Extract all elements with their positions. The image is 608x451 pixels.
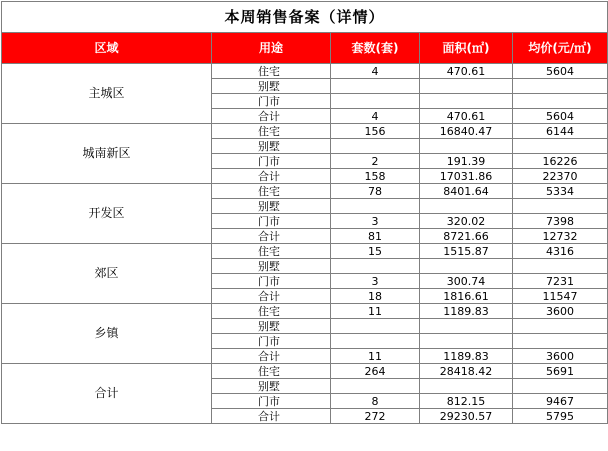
avg-price-cell: 5604: [513, 64, 608, 79]
region-cell: 乡镇: [2, 304, 212, 364]
table-row: [2, 364, 608, 379]
units-cell: [331, 319, 420, 334]
table-row: [2, 244, 608, 259]
use-cell: 合计: [212, 409, 331, 424]
table-row: [2, 124, 608, 139]
area-cell: 28418.42: [420, 364, 513, 379]
avg-price-cell: [513, 139, 608, 154]
use-cell: 别墅: [212, 259, 331, 274]
units-cell: 272: [331, 409, 420, 424]
header-row: [2, 33, 608, 64]
sales-record-table: [1, 1, 608, 424]
area-cell: 29230.57: [420, 409, 513, 424]
units-cell: 3: [331, 274, 420, 289]
table-title: 本周销售备案（详情）: [2, 2, 608, 33]
avg-price-cell: [513, 259, 608, 274]
avg-price-cell: [513, 79, 608, 94]
units-cell: 158: [331, 169, 420, 184]
region-cell: 主城区: [2, 64, 212, 124]
area-cell: 1189.83: [420, 304, 513, 319]
header-region: 区域: [2, 33, 212, 64]
use-cell: 别墅: [212, 79, 331, 94]
region-cell: 城南新区: [2, 124, 212, 184]
area-cell: [420, 199, 513, 214]
units-cell: [331, 334, 420, 349]
area-cell: [420, 379, 513, 394]
area-cell: 1189.83: [420, 349, 513, 364]
units-cell: 264: [331, 364, 420, 379]
table-row: [2, 184, 608, 199]
area-cell: 470.61: [420, 109, 513, 124]
region-cell: 合计: [2, 364, 212, 424]
avg-price-cell: 7231: [513, 274, 608, 289]
use-cell: 别墅: [212, 379, 331, 394]
use-cell: 合计: [212, 289, 331, 304]
area-cell: 470.61: [420, 64, 513, 79]
use-cell: 门市: [212, 154, 331, 169]
header-avg-price: 均价(元/㎡): [513, 33, 608, 64]
header-units: 套数(套): [331, 33, 420, 64]
avg-price-cell: 3600: [513, 349, 608, 364]
use-cell: 门市: [212, 94, 331, 109]
avg-price-cell: 12732: [513, 229, 608, 244]
units-cell: 4: [331, 109, 420, 124]
area-cell: [420, 139, 513, 154]
units-cell: 3: [331, 214, 420, 229]
avg-price-cell: [513, 319, 608, 334]
area-cell: [420, 334, 513, 349]
units-cell: 156: [331, 124, 420, 139]
area-cell: [420, 319, 513, 334]
units-cell: [331, 259, 420, 274]
units-cell: 2: [331, 154, 420, 169]
use-cell: 住宅: [212, 124, 331, 139]
area-cell: 300.74: [420, 274, 513, 289]
use-cell: 合计: [212, 169, 331, 184]
avg-price-cell: 7398: [513, 214, 608, 229]
table-row: [2, 64, 608, 79]
units-cell: [331, 139, 420, 154]
area-cell: 8401.64: [420, 184, 513, 199]
table-row: [2, 304, 608, 319]
avg-price-cell: 5604: [513, 109, 608, 124]
area-cell: 17031.86: [420, 169, 513, 184]
area-cell: 1816.61: [420, 289, 513, 304]
use-cell: 别墅: [212, 199, 331, 214]
use-cell: 门市: [212, 214, 331, 229]
units-cell: [331, 79, 420, 94]
avg-price-cell: 6144: [513, 124, 608, 139]
avg-price-cell: 5334: [513, 184, 608, 199]
use-cell: 门市: [212, 274, 331, 289]
use-cell: 门市: [212, 334, 331, 349]
header-area: 面积(㎡): [420, 33, 513, 64]
units-cell: 11: [331, 349, 420, 364]
area-cell: 16840.47: [420, 124, 513, 139]
units-cell: 18: [331, 289, 420, 304]
use-cell: 合计: [212, 349, 331, 364]
area-cell: [420, 94, 513, 109]
avg-price-cell: 3600: [513, 304, 608, 319]
region-cell: 开发区: [2, 184, 212, 244]
area-cell: 320.02: [420, 214, 513, 229]
area-cell: 1515.87: [420, 244, 513, 259]
title-row: [2, 2, 608, 33]
avg-price-cell: 22370: [513, 169, 608, 184]
header-use: 用途: [212, 33, 331, 64]
units-cell: 11: [331, 304, 420, 319]
avg-price-cell: [513, 334, 608, 349]
use-cell: 合计: [212, 229, 331, 244]
avg-price-cell: [513, 199, 608, 214]
units-cell: [331, 379, 420, 394]
use-cell: 住宅: [212, 244, 331, 259]
avg-price-cell: 5691: [513, 364, 608, 379]
use-cell: 住宅: [212, 184, 331, 199]
use-cell: 别墅: [212, 319, 331, 334]
area-cell: 812.15: [420, 394, 513, 409]
units-cell: 81: [331, 229, 420, 244]
units-cell: 8: [331, 394, 420, 409]
avg-price-cell: 11547: [513, 289, 608, 304]
units-cell: [331, 94, 420, 109]
use-cell: 住宅: [212, 304, 331, 319]
avg-price-cell: 4316: [513, 244, 608, 259]
avg-price-cell: 5795: [513, 409, 608, 424]
region-cell: 郊区: [2, 244, 212, 304]
area-cell: 191.39: [420, 154, 513, 169]
units-cell: 78: [331, 184, 420, 199]
units-cell: [331, 199, 420, 214]
avg-price-cell: 16226: [513, 154, 608, 169]
avg-price-cell: [513, 379, 608, 394]
use-cell: 门市: [212, 394, 331, 409]
use-cell: 住宅: [212, 64, 331, 79]
units-cell: 4: [331, 64, 420, 79]
area-cell: 8721.66: [420, 229, 513, 244]
use-cell: 合计: [212, 109, 331, 124]
avg-price-cell: 9467: [513, 394, 608, 409]
units-cell: 15: [331, 244, 420, 259]
avg-price-cell: [513, 94, 608, 109]
area-cell: [420, 259, 513, 274]
use-cell: 住宅: [212, 364, 331, 379]
area-cell: [420, 79, 513, 94]
use-cell: 别墅: [212, 139, 331, 154]
